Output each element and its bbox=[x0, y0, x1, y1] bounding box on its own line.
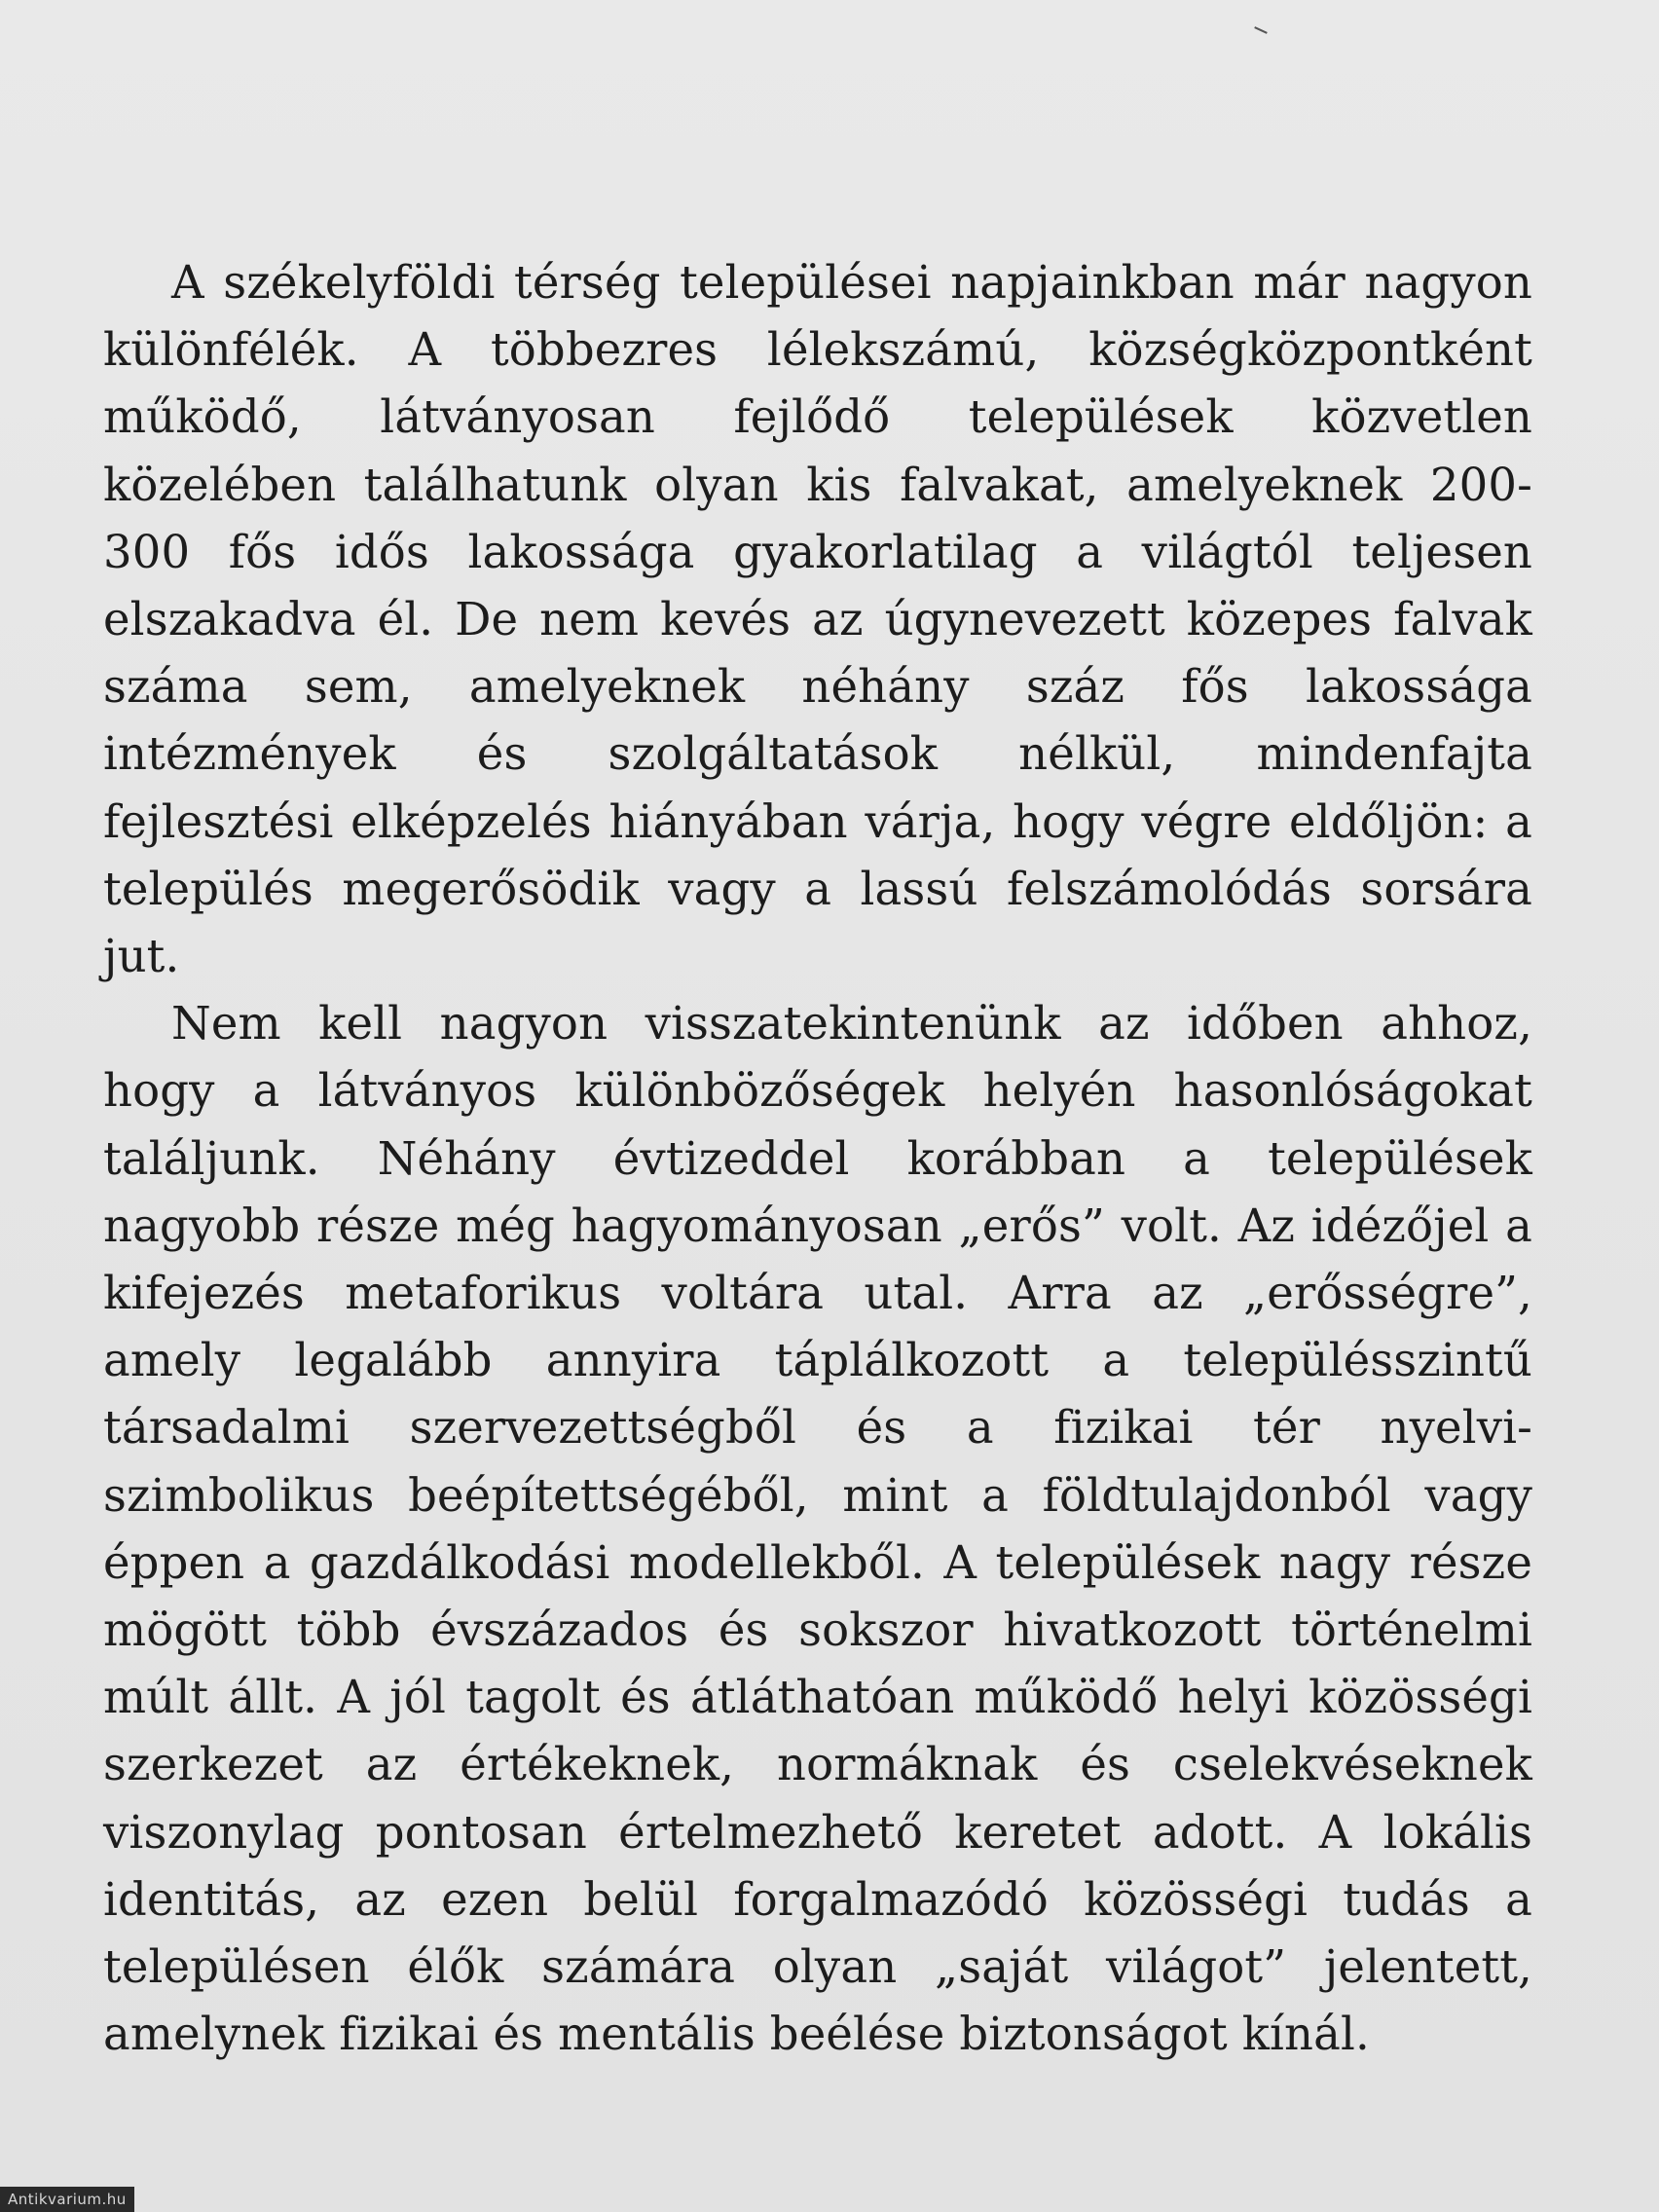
text-line: Nem kell nagyon visszatekintenünk az időben ahhoz, bbox=[171, 997, 1532, 1051]
text-line: működő, látványosan fejlődő települések közvetlen bbox=[103, 390, 1532, 444]
text-line: társadalmi szervezettségből és a fizikai tér nyelvi- bbox=[103, 1401, 1532, 1455]
text-line: éppen a gazdálkodási modellekből. A települések nagy része bbox=[103, 1535, 1532, 1589]
text-line: száma sem, amelyeknek néhány száz fős lakossága bbox=[103, 660, 1532, 714]
paragraph-2 bbox=[103, 990, 1532, 2068]
text-line: identitás, az ezen belül forgalmazódó közösségi tudás a bbox=[103, 1872, 1532, 1926]
text-line: jut. bbox=[103, 930, 180, 983]
text-line: nagyobb része még hagyományosan „erős” volt. Az idézőjel a bbox=[103, 1198, 1532, 1252]
text-line: különfélék. A többezres lélekszámú, községközpontként bbox=[103, 323, 1532, 377]
text-line: A székelyföldi térség települései napjainkban már nagyon bbox=[171, 256, 1532, 309]
body-text bbox=[103, 249, 1532, 2068]
text-line: település megerősödik vagy a lassú felszámolódás sorsára bbox=[103, 862, 1532, 915]
text-line: amely legalább annyira táplálkozott a településszintű bbox=[103, 1334, 1532, 1387]
text-line: településen élők számára olyan „saját világot” jelentett, bbox=[103, 1940, 1532, 1994]
text-line: amelynek fizikai és mentális beélése biztonságot kínál. bbox=[103, 2008, 1370, 2061]
text-line: hogy a látványos különbözőségek helyén hasonlóságokat bbox=[103, 1064, 1532, 1118]
text-line: elszakadva él. De nem kevés az úgynevezett közepes falvak bbox=[103, 593, 1532, 646]
text-line: szerkezet az értékeknek, normáknak és cselekvéseknek bbox=[103, 1738, 1532, 1791]
text-line: közelében találhatunk olyan kis falvakat, amelyeknek 200- bbox=[103, 458, 1532, 511]
watermark: Antikvarium.hu bbox=[0, 2187, 134, 2212]
page-speck bbox=[1254, 26, 1268, 34]
text-line: viszonylag pontosan értelmezhető keretet adott. A lokális bbox=[103, 1805, 1532, 1859]
text-line: mögött több évszázados és sokszor hivatkozott történelmi bbox=[103, 1604, 1532, 1657]
text-line: múlt állt. A jól tagolt és átláthatóan működő helyi közösségi bbox=[103, 1671, 1532, 1724]
text-line: fejlesztési elképzelés hiányában várja, hogy végre eldőljön: a bbox=[103, 794, 1532, 848]
text-line: intézmények és szolgáltatások nélkül, mindenfajta bbox=[103, 727, 1532, 781]
text-line: szimbolikus beépítettségéből, mint a földtulajdonból vagy bbox=[103, 1468, 1532, 1522]
paragraph-1 bbox=[103, 249, 1532, 990]
text-line: találjunk. Néhány évtizeddel korábban a települések bbox=[103, 1131, 1532, 1185]
text-line: 300 fős idős lakossága gyakorlatilag a világtól teljesen bbox=[103, 525, 1532, 578]
text-line: kifejezés metaforikus voltára utal. Arra az „erősségre”, bbox=[103, 1267, 1532, 1320]
